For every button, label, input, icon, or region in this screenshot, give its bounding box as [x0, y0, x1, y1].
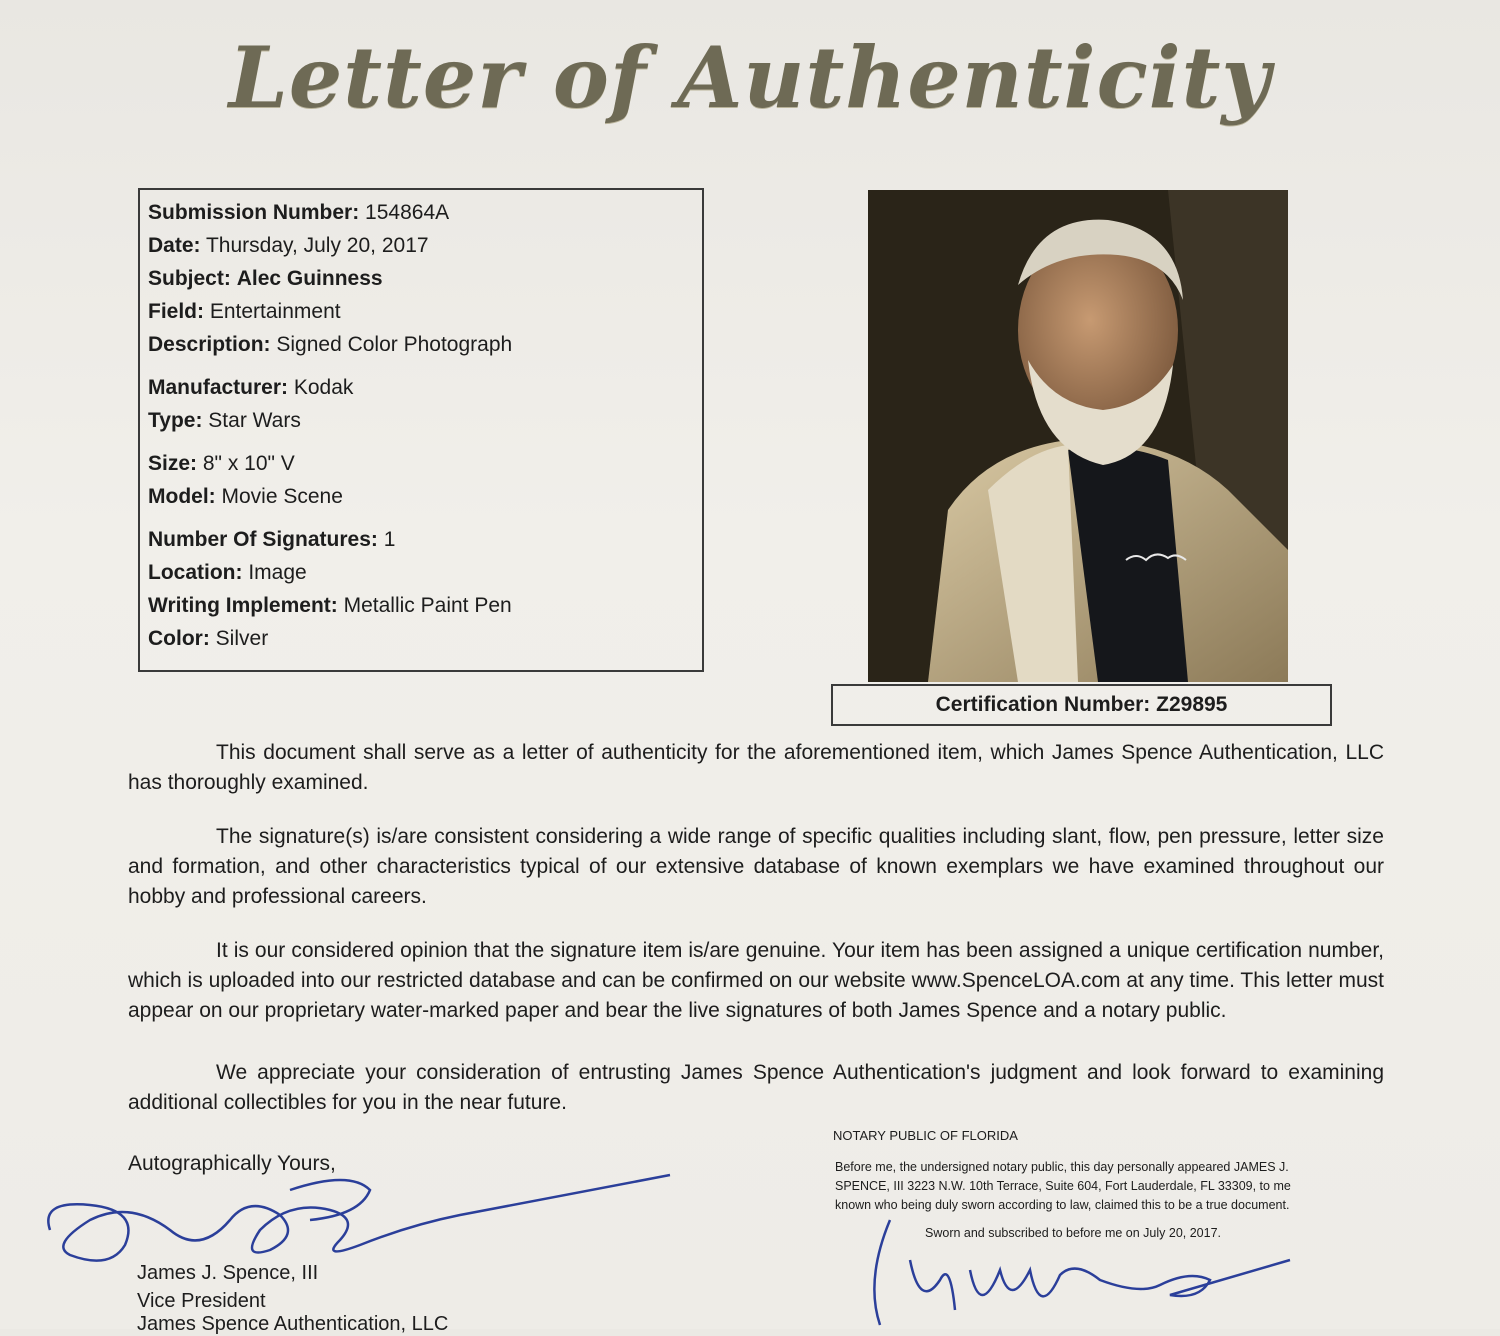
description-value: Signed Color Photograph: [276, 333, 513, 356]
location-value: Image: [248, 561, 307, 584]
details-gap: [148, 437, 694, 447]
manufacturer-value: Kodak: [293, 376, 354, 399]
paragraph-3: [128, 936, 1384, 1026]
size-value: 8" x 10" V: [202, 452, 295, 475]
signer-name: James J. Spence, III: [137, 1262, 319, 1284]
description-label: Description:: [148, 333, 271, 356]
certification-label: Certification Number:: [935, 693, 1151, 716]
subject-label: Subject:: [148, 267, 231, 290]
field-label: Field:: [148, 300, 204, 323]
signatures-row: [148, 523, 694, 556]
model-value: Movie Scene: [221, 485, 343, 508]
date-value: Thursday, July 20, 2017: [205, 234, 429, 257]
notary-signature: [860, 1200, 1300, 1329]
notary-statement: Before me, the undersigned notary public, this day personally appeared JAMES J. SPENCE, III 3223 N.W. 10th Terrace, Suite 604, Fort Lauderdale, FL 33309, to me known who being duly sworn according to law, claimed this to be a true document.: [835, 1160, 1291, 1212]
location-label: Location:: [148, 561, 243, 584]
size-label: Size:: [148, 452, 198, 475]
details-gap: [148, 361, 694, 371]
paragraph-2-text: The signature(s) is/are consistent considering a wide range of specific qualities including slant, flow, pen pressure, letter size and formation, and other characteristics typical of our extensive database of known exemplars we have examined throughout our hobby and professional careers.: [128, 825, 1384, 908]
date-label: Date:: [148, 234, 201, 257]
paragraph-4-text: We appreciate your consideration of entrusting James Spence Authentication's judgment and look forward to examining additional collectibles for you in the near future.: [128, 1061, 1384, 1114]
spence-signature: [30, 1160, 690, 1290]
color-value: Silver: [215, 627, 269, 650]
notary-sworn: Sworn and subscribed to before me on July 20, 2017.: [925, 1226, 1222, 1240]
paragraph-3-text: It is our considered opinion that the signature item is/are genuine. Your item has been assigned a unique certification number, which is uploaded into our restricted database and can be confirmed on our website www.SpenceLOA.com at any time. This letter must appear on our proprietary water-marked paper and bear the live signatures of both James Spence and a notary public.: [128, 939, 1384, 1022]
description-row: [148, 328, 694, 361]
implement-value: Metallic Paint Pen: [343, 594, 512, 617]
notary-title: NOTARY PUBLIC OF FLORIDA: [833, 1128, 1018, 1143]
signer-role: Vice President: [137, 1290, 266, 1312]
signatures-value: 1: [383, 528, 396, 551]
field-row: [148, 295, 694, 328]
subject-value: Alec Guinness: [236, 267, 383, 290]
implement-row: [148, 589, 694, 622]
implement-label: Writing Implement:: [148, 594, 338, 617]
signatures-label: Number Of Signatures:: [148, 528, 378, 551]
type-row: [148, 404, 694, 437]
type-value: Star Wars: [208, 409, 301, 432]
paragraph-4: [128, 1058, 1384, 1118]
submission-row: [148, 196, 694, 229]
letter-title: Letter of Authenticity: [228, 28, 1272, 127]
details-gap: [148, 513, 694, 523]
color-label: Color:: [148, 627, 210, 650]
signer-company: James Spence Authentication, LLC: [137, 1313, 449, 1335]
submission-label: Submission Number:: [148, 201, 360, 224]
portrait-illustration: [868, 190, 1288, 682]
closing-salutation: Autographically Yours,: [128, 1152, 336, 1175]
type-label: Type:: [148, 409, 203, 432]
paragraph-1-text: This document shall serve as a letter of authenticity for the aforementioned item, which James Spence Authentication, LLC has thoroughly examined.: [128, 741, 1384, 794]
color-row: [148, 622, 694, 655]
submission-value: 154864A: [365, 201, 450, 224]
model-label: Model:: [148, 485, 216, 508]
location-row: [148, 556, 694, 589]
manufacturer-label: Manufacturer:: [148, 376, 289, 399]
paragraph-1: [128, 738, 1384, 798]
signed-photograph: [868, 190, 1288, 682]
details-box: [138, 188, 704, 672]
manufacturer-row: [148, 371, 694, 404]
certification-box: [831, 684, 1332, 726]
model-row: [148, 480, 694, 513]
certification-number: Z29895: [1156, 693, 1228, 716]
date-row: [148, 229, 694, 262]
size-row: [148, 447, 694, 480]
subject-row: [148, 262, 694, 295]
paragraph-2: [128, 822, 1384, 912]
field-value: Entertainment: [209, 300, 341, 323]
